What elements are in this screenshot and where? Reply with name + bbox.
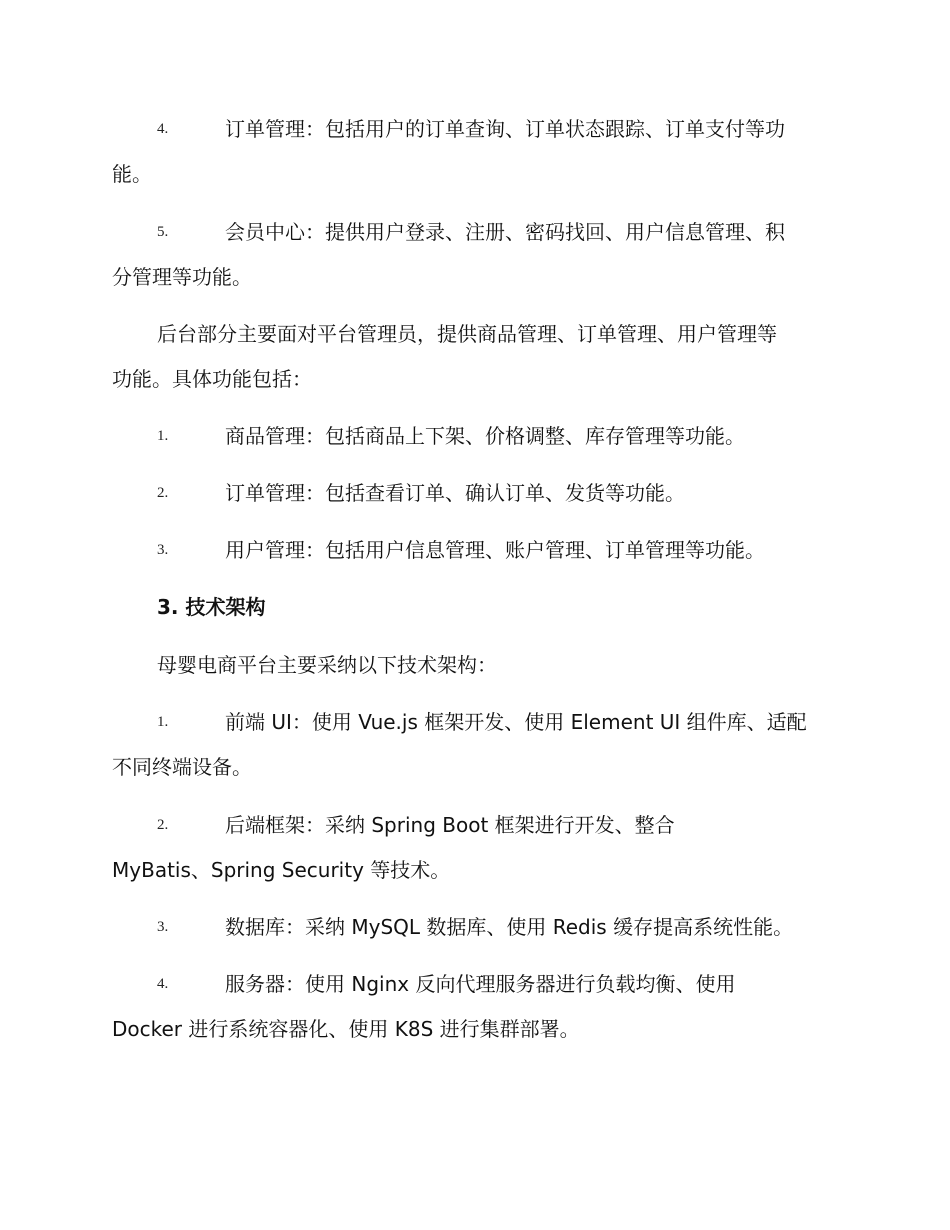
list-number: 2. [157, 485, 169, 501]
list-number: 5. [157, 224, 169, 240]
list-item-text: 前端 UI：使用 Vue.js 框架开发、使用 Element UI 组件库、适配 [225, 710, 807, 734]
list-item-text: 用户管理：包括用户信息管理、账户管理、订单管理等功能。 [225, 538, 765, 562]
list-item-text: 服务器：使用 Nginx 反向代理服务器进行负载均衡、使用 [225, 972, 736, 996]
list-item-text: 订单管理：包括查看订单、确认订单、发货等功能。 [225, 481, 685, 505]
list-number: 1. [157, 714, 169, 730]
paragraph-text-continued: 功能。具体功能包括： [112, 367, 312, 391]
list-number: 1. [157, 428, 169, 444]
list-item-text: 数据库：采纳 MySQL 数据库、使用 Redis 缓存提高系统性能。 [225, 915, 794, 939]
list-number: 3. [157, 542, 169, 558]
list-number: 3. [157, 919, 169, 935]
list-item-text-continued: Docker 进行系统容器化、使用 K8S 进行集群部署。 [112, 1017, 580, 1041]
list-number: 2. [157, 817, 169, 833]
list-item-text-continued: 能。 [112, 162, 152, 186]
paragraph-text: 后台部分主要面对平台管理员，提供商品管理、订单管理、用户管理等 [157, 322, 777, 346]
list-number: 4. [157, 121, 169, 137]
section-heading: 3. 技术架构 [157, 595, 266, 619]
list-item-text: 商品管理：包括商品上下架、价格调整、库存管理等功能。 [225, 424, 745, 448]
list-item-text: 订单管理：包括用户的订单查询、订单状态跟踪、订单支付等功 [225, 117, 785, 141]
list-number: 4. [157, 976, 169, 992]
paragraph-text: 母婴电商平台主要采纳以下技术架构： [157, 653, 497, 677]
list-item-text: 后端框架：采纳 Spring Boot 框架进行开发、整合 [225, 813, 675, 837]
list-item-text-continued: 不同终端设备。 [112, 755, 252, 779]
list-item-text: 会员中心：提供用户登录、注册、密码找回、用户信息管理、积 [225, 220, 785, 244]
list-item-text-continued: MyBatis、Spring Security 等技术。 [112, 858, 451, 882]
list-item-text-continued: 分管理等功能。 [112, 265, 252, 289]
